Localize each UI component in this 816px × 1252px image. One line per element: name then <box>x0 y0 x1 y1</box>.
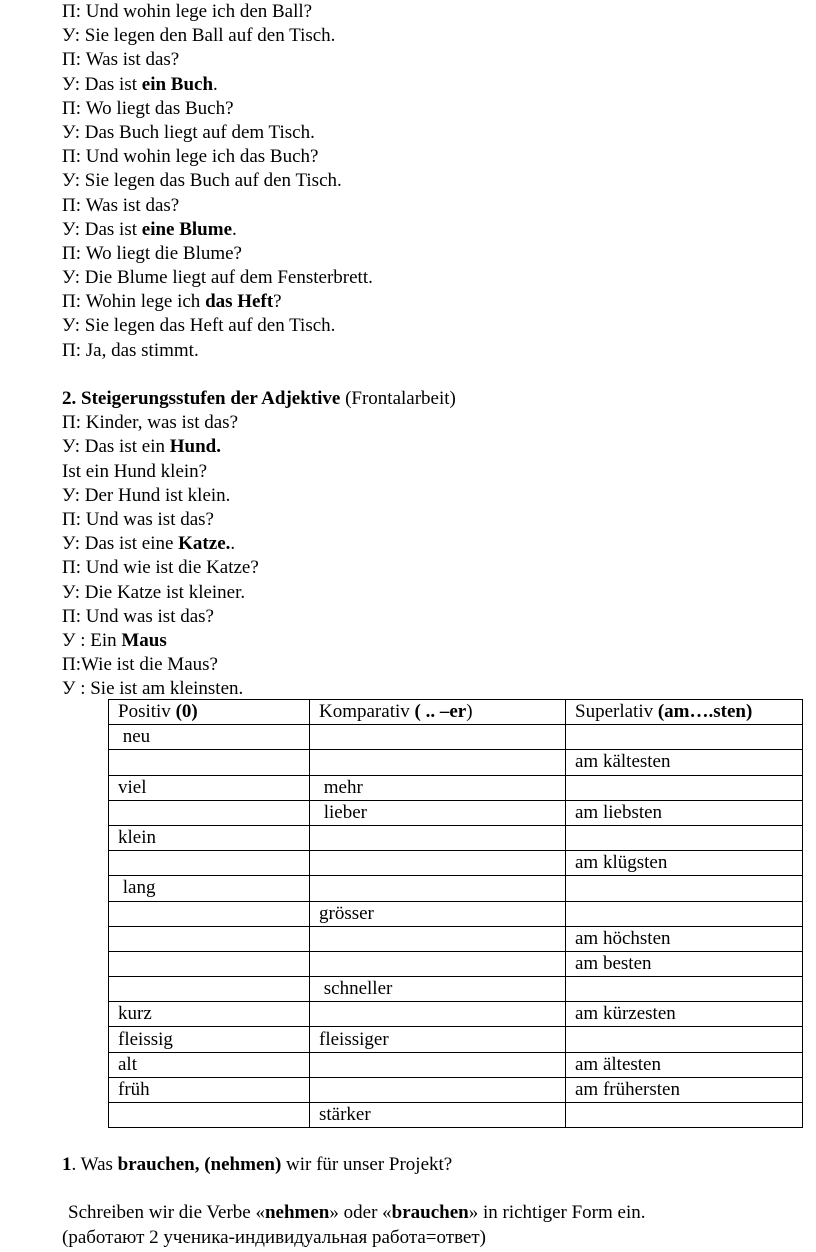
superlativ-cell: am ältesten <box>566 1052 803 1077</box>
text-run: . Was <box>71 1154 118 1175</box>
table-row <box>109 1002 803 1027</box>
spacer <box>62 363 802 387</box>
text-run: Superlativ <box>575 701 658 723</box>
dialogue-line <box>62 194 802 218</box>
bold-text: nehmen <box>264 1202 330 1224</box>
dialogue-line <box>62 266 802 290</box>
task-line <box>62 1201 802 1225</box>
komparativ-cell: lieber <box>310 800 566 825</box>
dialogue-line <box>62 581 802 605</box>
dialogue-line <box>62 169 802 193</box>
text-run: П: Was ist das? <box>62 194 180 216</box>
positiv-cell: alt <box>109 1052 310 1077</box>
text-run: . <box>213 73 218 95</box>
positiv-cell <box>109 800 310 825</box>
text-run: П: Und wie ist die Katze? <box>62 557 259 579</box>
text-run: П: Wo liegt die Blume? <box>62 242 242 264</box>
text-run: П: Was ist das? <box>62 49 180 71</box>
task-section <box>62 1153 802 1250</box>
komparativ-cell <box>310 851 566 876</box>
komparativ-cell <box>310 1002 566 1027</box>
text-run: Positiv <box>118 701 176 723</box>
bold-text: brauchen <box>391 1202 469 1224</box>
text-run: . <box>230 533 236 555</box>
text-run: » oder « <box>329 1202 392 1224</box>
bold-text: (am….sten) <box>657 701 753 723</box>
table-header-cell <box>310 700 566 725</box>
bold-text: eine Blume <box>141 218 233 240</box>
komparativ-cell <box>310 825 566 850</box>
dialogue-section-2 <box>62 411 802 701</box>
superlativ-cell: am klügsten <box>566 851 803 876</box>
superlativ-cell <box>566 775 803 800</box>
table-row <box>109 1027 803 1052</box>
dialogue-line <box>62 556 802 580</box>
text-run: wir für unser Projekt? <box>281 1154 453 1175</box>
text-run: (работают 2 ученика-индивидуальная работа=ответ) <box>62 1226 486 1248</box>
superlativ-cell: am liebsten <box>566 800 803 825</box>
table-row <box>109 977 803 1002</box>
positiv-cell <box>109 1103 310 1128</box>
text-run: Schreiben wir die Verbe « <box>68 1202 265 1224</box>
komparativ-cell <box>310 750 566 775</box>
text-run: П: Und was ist das? <box>62 508 214 530</box>
bold-text: ( .. –er <box>414 701 467 723</box>
section-2-title: 2. Steigerungsstufen der Adjektive <box>62 388 341 409</box>
komparativ-cell: schneller <box>310 977 566 1002</box>
text-run: У: Sie legen das Buch auf den Tisch. <box>62 170 342 192</box>
text-run: П:Wie ist die Maus? <box>62 654 218 676</box>
text-run: У: Das ist <box>62 73 142 95</box>
superlativ-cell <box>566 977 803 1002</box>
positiv-cell <box>109 977 310 1002</box>
komparativ-cell <box>310 926 566 951</box>
table-row <box>109 1052 803 1077</box>
table-row <box>109 851 803 876</box>
dialogue-line <box>62 73 802 97</box>
table-header-cell <box>109 700 310 725</box>
superlativ-cell: am besten <box>566 951 803 976</box>
dialogue-line <box>62 435 802 459</box>
superlativ-cell <box>566 901 803 926</box>
dialogue-line <box>62 242 802 266</box>
dialogue-line <box>62 653 802 677</box>
dialogue-line <box>62 290 802 314</box>
komparativ-cell: grösser <box>310 901 566 926</box>
superlativ-cell <box>566 876 803 901</box>
text-run: П: Ja, das stimmt. <box>62 339 199 361</box>
section-2-subtitle: (Frontalarbeit) <box>340 388 456 409</box>
text-run: Ist ein Hund klein? <box>62 460 208 482</box>
dialogue-line <box>62 97 802 121</box>
text-run: У: Das ist ein <box>62 436 170 458</box>
text-run: У: Die Blume liegt auf dem Fensterbrett. <box>62 267 373 289</box>
table-header-row <box>109 700 803 725</box>
positiv-cell: früh <box>109 1077 310 1102</box>
bold-text: brauchen, (nehmen) <box>117 1154 282 1175</box>
dialogue-line <box>62 508 802 532</box>
text-run: П: Und was ist das? <box>62 605 214 627</box>
komparativ-cell: stärker <box>310 1103 566 1128</box>
positiv-cell: lang <box>109 876 310 901</box>
positiv-cell: fleissig <box>109 1027 310 1052</box>
superlativ-cell: am kältesten <box>566 750 803 775</box>
spacer <box>62 1177 802 1201</box>
dialogue-section-1 <box>62 0 802 363</box>
komparativ-cell <box>310 1077 566 1102</box>
positiv-cell <box>109 851 310 876</box>
positiv-cell <box>109 901 310 926</box>
table-row <box>109 800 803 825</box>
table-row <box>109 775 803 800</box>
bold-text: Maus <box>121 629 167 651</box>
superlativ-cell <box>566 1027 803 1052</box>
text-run: У: Sie legen das Heft auf den Tisch. <box>62 315 336 337</box>
dialogue-line <box>62 677 802 701</box>
text-run: У: Sie legen den Ball auf den Tisch. <box>62 25 336 47</box>
komparativ-cell: mehr <box>310 775 566 800</box>
positiv-cell <box>109 951 310 976</box>
dialogue-line <box>62 218 802 242</box>
task-line <box>62 1153 802 1177</box>
dialogue-line <box>62 0 802 24</box>
dialogue-line <box>62 24 802 48</box>
dialogue-line <box>62 629 802 653</box>
superlativ-cell: am frühersten <box>566 1077 803 1102</box>
table-row <box>109 750 803 775</box>
text-run: П: Wohin lege ich <box>62 291 206 313</box>
table-row <box>109 926 803 951</box>
dialogue-line <box>62 314 802 338</box>
table-header-cell <box>566 700 803 725</box>
text-run: Komparativ <box>319 701 415 723</box>
table-row <box>109 901 803 926</box>
superlativ-cell: am höchsten <box>566 926 803 951</box>
section-2-heading <box>62 387 802 411</box>
table-row <box>109 725 803 750</box>
dialogue-line <box>62 532 802 556</box>
table-row <box>109 951 803 976</box>
table-row <box>109 1103 803 1128</box>
text-run: ) <box>466 701 473 723</box>
dialogue-line <box>62 411 802 435</box>
superlativ-cell: am kürzesten <box>566 1002 803 1027</box>
bold-text: Katze. <box>178 533 231 555</box>
superlativ-cell <box>566 825 803 850</box>
positiv-cell <box>109 750 310 775</box>
table-row <box>109 825 803 850</box>
text-run: У: Das ist <box>62 218 142 240</box>
text-run: П: Kinder, was ist das? <box>62 412 239 434</box>
komparativ-cell <box>310 876 566 901</box>
task-line <box>62 1226 802 1250</box>
text-run: У: Die Katze ist kleiner. <box>62 581 246 603</box>
positiv-cell: klein <box>109 825 310 850</box>
positiv-cell: viel <box>109 775 310 800</box>
text-run: У: Das ist eine <box>62 533 179 555</box>
bold-text: 1 <box>62 1154 72 1175</box>
bold-text: (0) <box>175 701 198 723</box>
dialogue-line <box>62 460 802 484</box>
bold-text: das Heft <box>205 291 274 313</box>
dialogue-line <box>62 605 802 629</box>
komparativ-cell: fleissiger <box>310 1027 566 1052</box>
dialogue-line <box>62 339 802 363</box>
text-run: ? <box>273 291 282 313</box>
positiv-cell <box>109 926 310 951</box>
komparativ-cell <box>310 725 566 750</box>
document-page <box>62 0 802 701</box>
dialogue-line <box>62 145 802 169</box>
positiv-cell: kurz <box>109 1002 310 1027</box>
text-run: П: Und wohin lege ich das Buch? <box>62 146 319 168</box>
table-row <box>109 1077 803 1102</box>
table-row <box>109 876 803 901</box>
text-run: . <box>232 218 237 240</box>
superlativ-cell <box>566 725 803 750</box>
superlativ-cell <box>566 1103 803 1128</box>
bold-text: Hund. <box>169 436 221 458</box>
bold-text: ein Buch <box>141 73 214 95</box>
text-run: У : Sie ist am kleinsten. <box>62 678 244 700</box>
text-run: П: Wo liegt das Buch? <box>62 97 234 119</box>
adjective-comparison-table <box>108 699 803 1128</box>
dialogue-line <box>62 484 802 508</box>
dialogue-line <box>62 48 802 72</box>
positiv-cell: neu <box>109 725 310 750</box>
text-run: У: Das Buch liegt auf dem Tisch. <box>62 121 315 143</box>
dialogue-line <box>62 121 802 145</box>
komparativ-cell <box>310 1052 566 1077</box>
text-run: У : Ein <box>62 629 122 651</box>
text-run: У: Der Hund ist klein. <box>62 484 231 506</box>
text-run: » in richtiger Form ein. <box>468 1202 646 1224</box>
text-run: П: Und wohin lege ich den Ball? <box>62 1 313 22</box>
komparativ-cell <box>310 951 566 976</box>
